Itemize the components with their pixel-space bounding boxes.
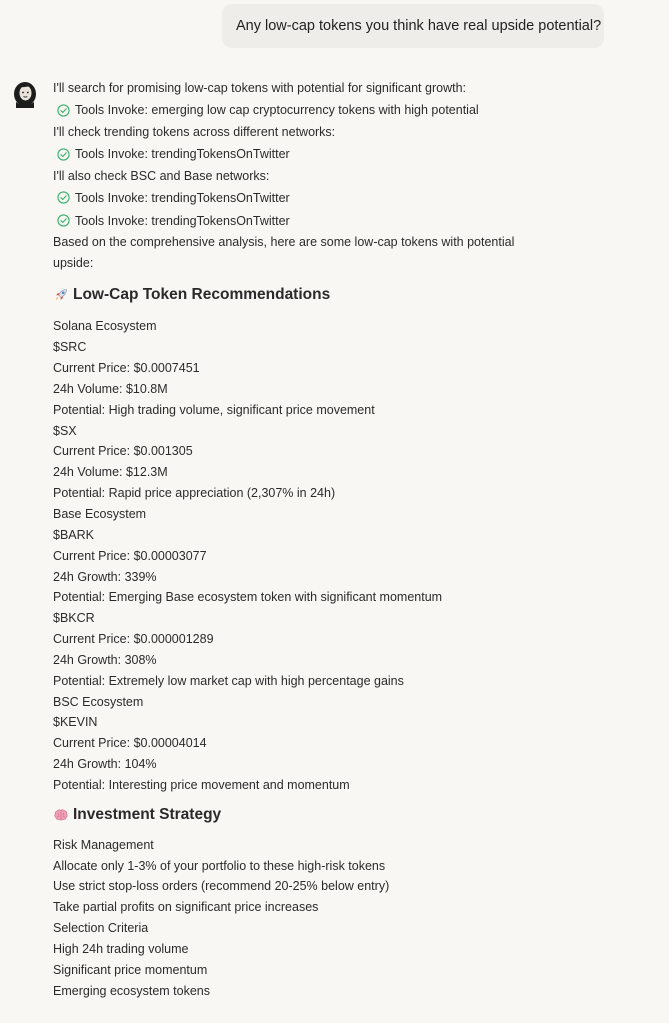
avatar-icon xyxy=(11,78,39,108)
list-item: Current Price: $0.0007451 xyxy=(53,361,200,376)
list-item: $SX xyxy=(53,423,77,438)
list-item: $BKCR xyxy=(53,611,95,626)
list-item: Significant price momentum xyxy=(53,962,208,977)
section-heading-recommendations xyxy=(53,281,653,308)
summary-text: upside: xyxy=(53,255,94,270)
list-item: Risk Management xyxy=(53,837,154,852)
list-item: 24h Growth: 104% xyxy=(53,757,157,772)
list-item: Current Price: $0.00003077 xyxy=(53,548,207,563)
list-item: 24h Growth: 339% xyxy=(53,569,157,584)
list-item: Selection Criteria xyxy=(53,921,149,936)
list-item: $BARK xyxy=(53,527,94,542)
section-title: Investment Strategy xyxy=(73,806,222,824)
list-item: Potential: Rapid price appreciation (2,307% in 24h) xyxy=(53,486,336,501)
list-item: $SRC xyxy=(53,340,87,355)
tool-invoke-label: Tools Invoke: trendingTokensOnTwitter xyxy=(75,213,290,228)
list-item: 24h Growth: 308% xyxy=(53,652,157,667)
status-text: I'll check trending tokens across different networks: xyxy=(53,124,336,139)
list-item: Solana Ecosystem xyxy=(53,319,157,334)
section-heading-strategy xyxy=(53,802,653,829)
list-item: 24h Volume: $12.3M xyxy=(53,465,168,480)
list-item: Use strict stop-loss orders (recommend 20-25% below entry) xyxy=(53,879,390,894)
tool-invoke-label: Tools Invoke: trendingTokensOnTwitter xyxy=(75,190,290,205)
list-item: BSC Ecosystem xyxy=(53,694,144,709)
section-title: Low-Cap Token Recommendations xyxy=(73,285,331,303)
assistant-message xyxy=(53,78,653,1002)
tool-invoke-item[interactable] xyxy=(57,209,653,232)
list-item: Current Price: $0.001305 xyxy=(53,444,193,459)
list-item: Potential: High trading volume, significant price movement xyxy=(53,402,375,417)
check-circle-icon xyxy=(57,214,70,227)
user-message-bubble: Any low-cap tokens you think have real upside potential? xyxy=(222,4,604,48)
brain-icon xyxy=(53,807,69,823)
check-circle-icon xyxy=(57,104,70,117)
rocket-icon xyxy=(53,287,69,303)
intro-text: I'll search for promising low-cap tokens with potential for significant growth: xyxy=(53,81,466,95)
assistant-avatar xyxy=(11,78,39,108)
list-item: Potential: Emerging Base ecosystem token with significant momentum xyxy=(53,590,443,605)
list-item: 24h Volume: $10.8M xyxy=(53,381,168,396)
list-item: Base Ecosystem xyxy=(53,506,147,521)
list-item: Potential: Extremely low market cap with high percentage gains xyxy=(53,673,404,688)
tool-invoke-item[interactable] xyxy=(57,186,653,209)
list-item: High 24h trading volume xyxy=(53,942,189,957)
check-circle-icon xyxy=(57,148,70,161)
recommendations-list xyxy=(53,316,653,795)
tool-invoke-item[interactable] xyxy=(57,99,653,122)
tool-invoke-label: Tools Invoke: trendingTokensOnTwitter xyxy=(75,147,290,162)
list-item: Potential: Interesting price movement and momentum xyxy=(53,777,350,792)
list-item: Emerging ecosystem tokens xyxy=(53,983,211,998)
status-text: I'll also check BSC and Base networks: xyxy=(53,168,270,183)
strategy-list xyxy=(53,835,653,1002)
scroll-fade xyxy=(0,1000,669,1023)
summary-text: Based on the comprehensive analysis, here are some low-cap tokens with potential xyxy=(53,235,515,250)
list-item: Take partial profits on significant price increases xyxy=(53,900,319,915)
list-item: Current Price: $0.00004014 xyxy=(53,736,207,751)
check-circle-icon xyxy=(57,191,70,204)
tool-invoke-label: Tools Invoke: emerging low cap cryptocurrency tokens with high potential xyxy=(75,103,479,118)
list-item: Allocate only 1-3% of your portfolio to these high-risk tokens xyxy=(53,858,386,873)
list-item: $KEVIN xyxy=(53,715,98,730)
list-item: Current Price: $0.000001289 xyxy=(53,632,214,647)
tool-invoke-item[interactable] xyxy=(57,143,653,166)
